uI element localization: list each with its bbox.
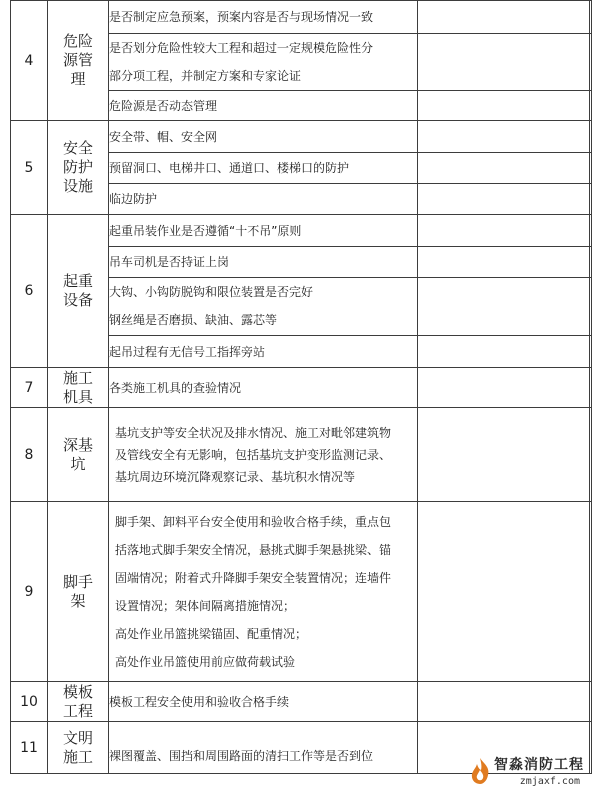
row-number: 5 [11, 121, 48, 215]
category-line: 工程 [62, 701, 93, 720]
category-cell [48, 408, 109, 502]
blank-cell [590, 184, 592, 215]
row-number: 6 [11, 215, 48, 368]
check-item: 安全带、帽、安全网 [109, 121, 418, 153]
check-item: 模板工程安全使用和验收合格手续 [109, 682, 418, 722]
blank-cell [590, 278, 592, 336]
check-item: 起重吊装作业是否遵循“十不吊”原则 [109, 215, 418, 247]
category-line: 架 [70, 591, 86, 610]
check-item: 危险源是否动态管理 [109, 91, 418, 121]
check-item: 裸图覆盖、围挡和周围路面的清扫工作等是否到位 [109, 722, 418, 774]
table-row [11, 682, 592, 722]
table-row [11, 368, 592, 408]
category-line: 脚手 [62, 572, 93, 591]
check-item: 是否制定应急预案，预案内容是否与现场情况一致 [109, 1, 418, 34]
watermark [466, 752, 584, 796]
check-item: 高处作业吊篮使用前应做荷载试验 [115, 654, 296, 669]
blank-cell [590, 368, 592, 408]
table-row [11, 121, 592, 153]
table-row [11, 215, 592, 247]
blank-cell [418, 1, 590, 34]
row-number: 4 [11, 1, 48, 121]
inspection-table [10, 0, 592, 774]
category-cell [48, 1, 109, 121]
blank-cell [418, 368, 590, 408]
category-line: 坑 [70, 454, 86, 473]
table-row [11, 408, 592, 502]
blank-cell [418, 91, 590, 121]
blank-cell [418, 408, 590, 502]
category-line: 起重 [62, 272, 93, 290]
blank-cell [590, 121, 592, 153]
check-item: 预留洞口、电梯井口、通道口、楼梯口的防护 [109, 153, 418, 184]
check-item: 各类施工机具的查验情况 [109, 368, 418, 408]
blank-cell [590, 1, 592, 34]
category-cell [48, 722, 109, 774]
check-item-block [109, 408, 418, 502]
category-line: 施工 [62, 747, 93, 766]
row-number: 8 [11, 408, 48, 502]
blank-cell [590, 153, 592, 184]
watermark-title: 智淼消防工程 [494, 757, 584, 773]
blank-cell [418, 336, 590, 368]
table-row [11, 1, 592, 34]
check-item-block [109, 502, 418, 682]
blank-cell [418, 682, 590, 722]
category-cell [48, 502, 109, 682]
check-item: 基坑周边环境沉降观察记录、基坑积水情况等 [115, 469, 356, 484]
check-item: 脚手架、卸料平台安全使用和验收合格手续，重点包 [115, 514, 392, 529]
category-line: 安全 [62, 139, 93, 157]
category-line: 施工 [62, 368, 93, 387]
check-item: 大钩、小钩防脱钩和限位装置是否完好 [109, 278, 418, 306]
blank-cell [418, 502, 590, 682]
blank-cell [418, 153, 590, 184]
category-line: 理 [70, 70, 86, 88]
blank-cell [590, 34, 592, 91]
blank-cell [418, 215, 590, 247]
table-row [11, 502, 592, 682]
category-cell [48, 121, 109, 215]
check-item: 及管线安全有无影响，包括基坑支护变形监测记录、 [115, 447, 392, 462]
blank-cell [590, 682, 592, 722]
flame-logo-icon [466, 756, 494, 786]
category-line: 防护 [62, 158, 93, 176]
check-item: 起吊过程有无信号工指挥旁站 [109, 336, 418, 368]
row-number: 10 [11, 682, 48, 722]
check-item: 钢丝绳是否磨损、缺油、露芯等 [109, 306, 418, 336]
blank-cell [418, 278, 590, 336]
category-line: 设施 [62, 177, 93, 195]
blank-cell [590, 502, 592, 682]
blank-cell [590, 91, 592, 121]
category-line: 文明 [62, 728, 93, 747]
blank-cell [590, 336, 592, 368]
blank-cell [418, 34, 590, 91]
check-item: 临边防护 [109, 184, 418, 215]
category-line: 机具 [62, 387, 93, 406]
category-cell [48, 368, 109, 408]
blank-cell [590, 247, 592, 278]
category-line: 深基 [62, 435, 93, 454]
category-line: 源管 [62, 51, 93, 69]
row-number: 11 [11, 722, 48, 774]
check-item: 括落地式脚手架安全情况，悬挑式脚手架悬挑梁、锚 [115, 542, 392, 557]
blank-cell [418, 184, 590, 215]
check-item: 高处作业吊篮挑梁锚固、配重情况； [115, 626, 308, 641]
check-item: 是否划分危险性较大工程和超过一定规模危险性分 [109, 34, 418, 62]
category-line: 危险 [62, 32, 93, 50]
category-cell [48, 682, 109, 722]
check-item: 基坑支护等安全状况及排水情况、施工对毗邻建筑物 [115, 425, 392, 440]
blank-cell [418, 121, 590, 153]
check-item: 部分项工程，并制定方案和专家论证 [109, 62, 418, 91]
row-number: 7 [11, 368, 48, 408]
category-line: 设备 [62, 291, 93, 309]
watermark-url: zmjaxf.com [519, 776, 580, 787]
blank-cell [418, 247, 590, 278]
blank-cell [590, 722, 592, 774]
check-item: 设置情况；架体间隔离措施情况； [115, 598, 296, 613]
blank-cell [590, 408, 592, 502]
category-line: 模板 [62, 682, 93, 701]
check-item: 固端情况；附着式升降脚手架安全装置情况；连墙件 [115, 570, 392, 585]
category-cell [48, 215, 109, 368]
blank-cell [590, 215, 592, 247]
row-number: 9 [11, 502, 48, 682]
check-item: 吊车司机是否持证上岗 [109, 247, 418, 278]
